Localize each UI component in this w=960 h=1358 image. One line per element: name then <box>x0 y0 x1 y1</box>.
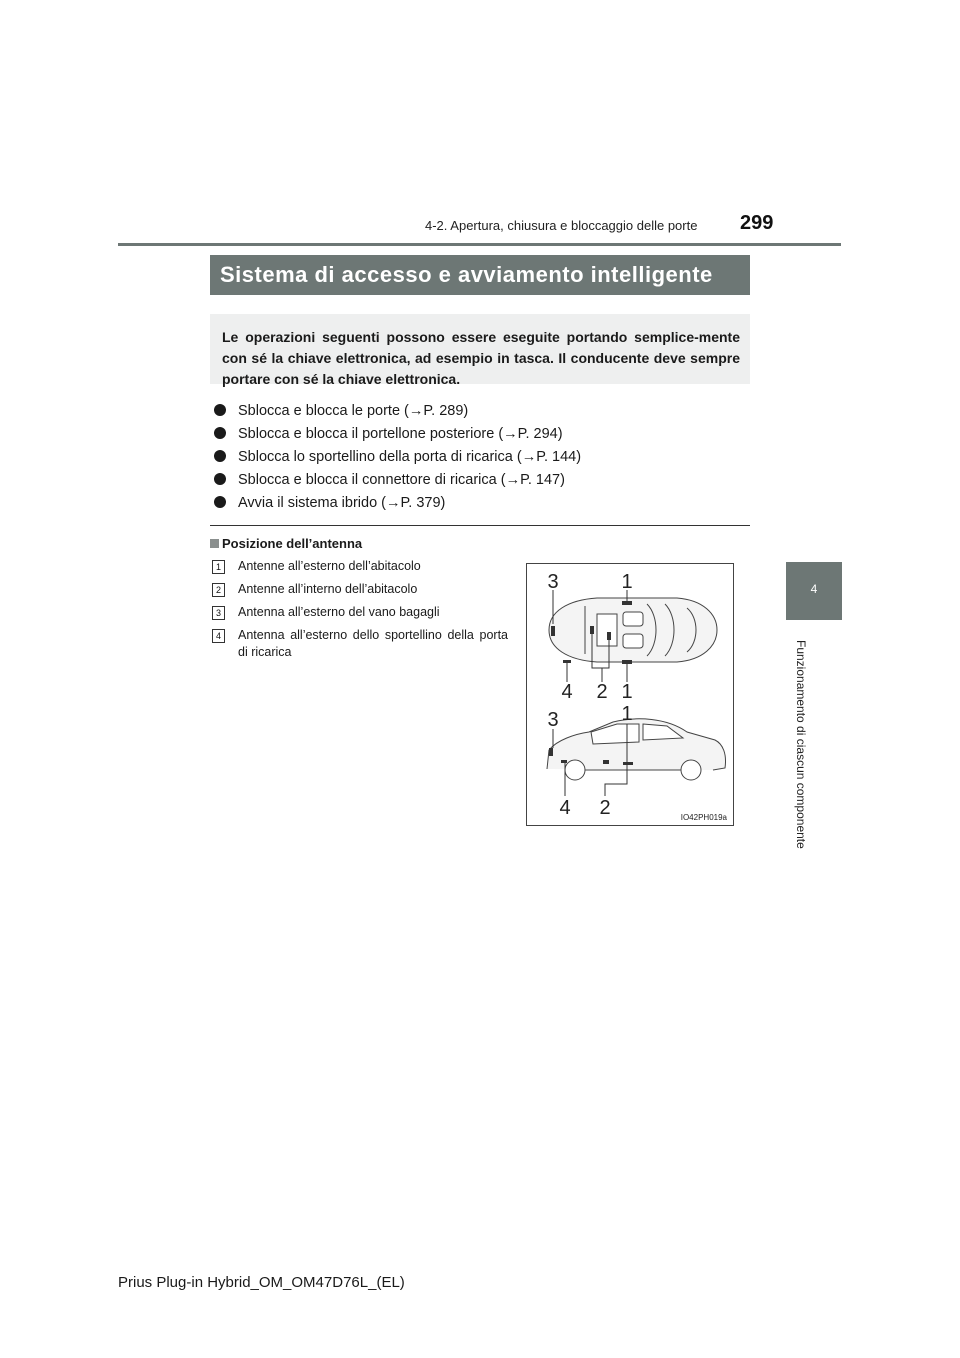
header-section-title: 4-2. Apertura, chiusura e bloccaggio delle porte <box>425 218 698 233</box>
bullet-text: Sblocca e blocca le porte (→P. 289) <box>238 403 469 419</box>
callout-label: 1 <box>621 703 633 725</box>
car-top-view <box>549 598 717 662</box>
legend-text: Antenna all’esterno dello sportellino della porta di ricarica <box>238 628 508 659</box>
square-bullet-icon <box>210 539 219 548</box>
legend-item <box>212 627 508 661</box>
bullet-icon <box>214 427 226 439</box>
bullet-icon <box>214 404 226 416</box>
page-number: 299 <box>740 212 774 234</box>
legend-item <box>212 581 508 598</box>
legend-number: 1 <box>212 560 225 574</box>
bullet-item <box>214 446 754 469</box>
legend-text: Antenne all’esterno dell’abitacolo <box>238 559 421 573</box>
footer-document-id: Prius Plug-in Hybrid_OM_OM47D76L_(EL) <box>118 1274 405 1291</box>
antenna-diagram <box>526 563 734 826</box>
callout-label: 2 <box>599 797 611 819</box>
section-divider <box>210 525 750 526</box>
legend-text: Antenne all’interno dell’abitacolo <box>238 582 418 596</box>
callout-label: 3 <box>547 709 559 731</box>
callout-label: 3 <box>547 571 559 593</box>
callout-label: 1 <box>621 681 633 703</box>
callout-label: 2 <box>596 681 608 703</box>
chapter-title: Funzionamento di ciascun componente <box>794 640 808 849</box>
chapter-tab <box>786 562 842 620</box>
intro-text: Le operazioni seguenti possono essere eseguite portando semplice-mente con sé la chiave elettronica, ad esempio in tasca. Il conducente deve sempre portare con sé la chiave elettronica. <box>222 329 740 387</box>
legend-number: 3 <box>212 606 225 620</box>
bullet-icon <box>214 473 226 485</box>
callout-label: 4 <box>561 681 573 703</box>
intro-box <box>210 314 750 387</box>
bullet-icon <box>214 450 226 462</box>
page-title: Sistema di accesso e avviamento intelligente <box>210 255 750 295</box>
chapter-number: 4 <box>810 582 818 596</box>
bullet-item <box>214 423 754 446</box>
bullet-item <box>214 492 754 515</box>
car-side-view <box>547 719 726 780</box>
diagram-code: IO42PH019a <box>680 813 727 822</box>
antenna-legend <box>212 558 508 667</box>
bullet-text: Sblocca e blocca il portellone posteriore (→P. 294) <box>238 426 563 442</box>
legend-number: 4 <box>212 629 225 643</box>
bullet-text: Sblocca lo sportellino della porta di ricarica (→P. 144) <box>238 449 582 465</box>
callout-label: 4 <box>559 797 571 819</box>
legend-number: 2 <box>212 583 225 597</box>
bullet-item <box>214 400 754 423</box>
bullet-icon <box>214 496 226 508</box>
bullet-text: Sblocca e blocca il connettore di ricarica (→P. 147) <box>238 472 565 488</box>
callout-label: 1 <box>621 571 633 593</box>
bullet-item <box>214 469 754 492</box>
bullet-list <box>214 400 754 515</box>
legend-item <box>212 604 508 621</box>
bullet-text: Avvia il sistema ibrido (→P. 379) <box>238 495 446 511</box>
subsection-title-text: Posizione dell’antenna <box>222 536 363 551</box>
subsection-title <box>210 536 362 551</box>
legend-text: Antenna all’esterno del vano bagagli <box>238 605 440 619</box>
legend-item <box>212 558 508 575</box>
header-rule <box>118 243 841 246</box>
